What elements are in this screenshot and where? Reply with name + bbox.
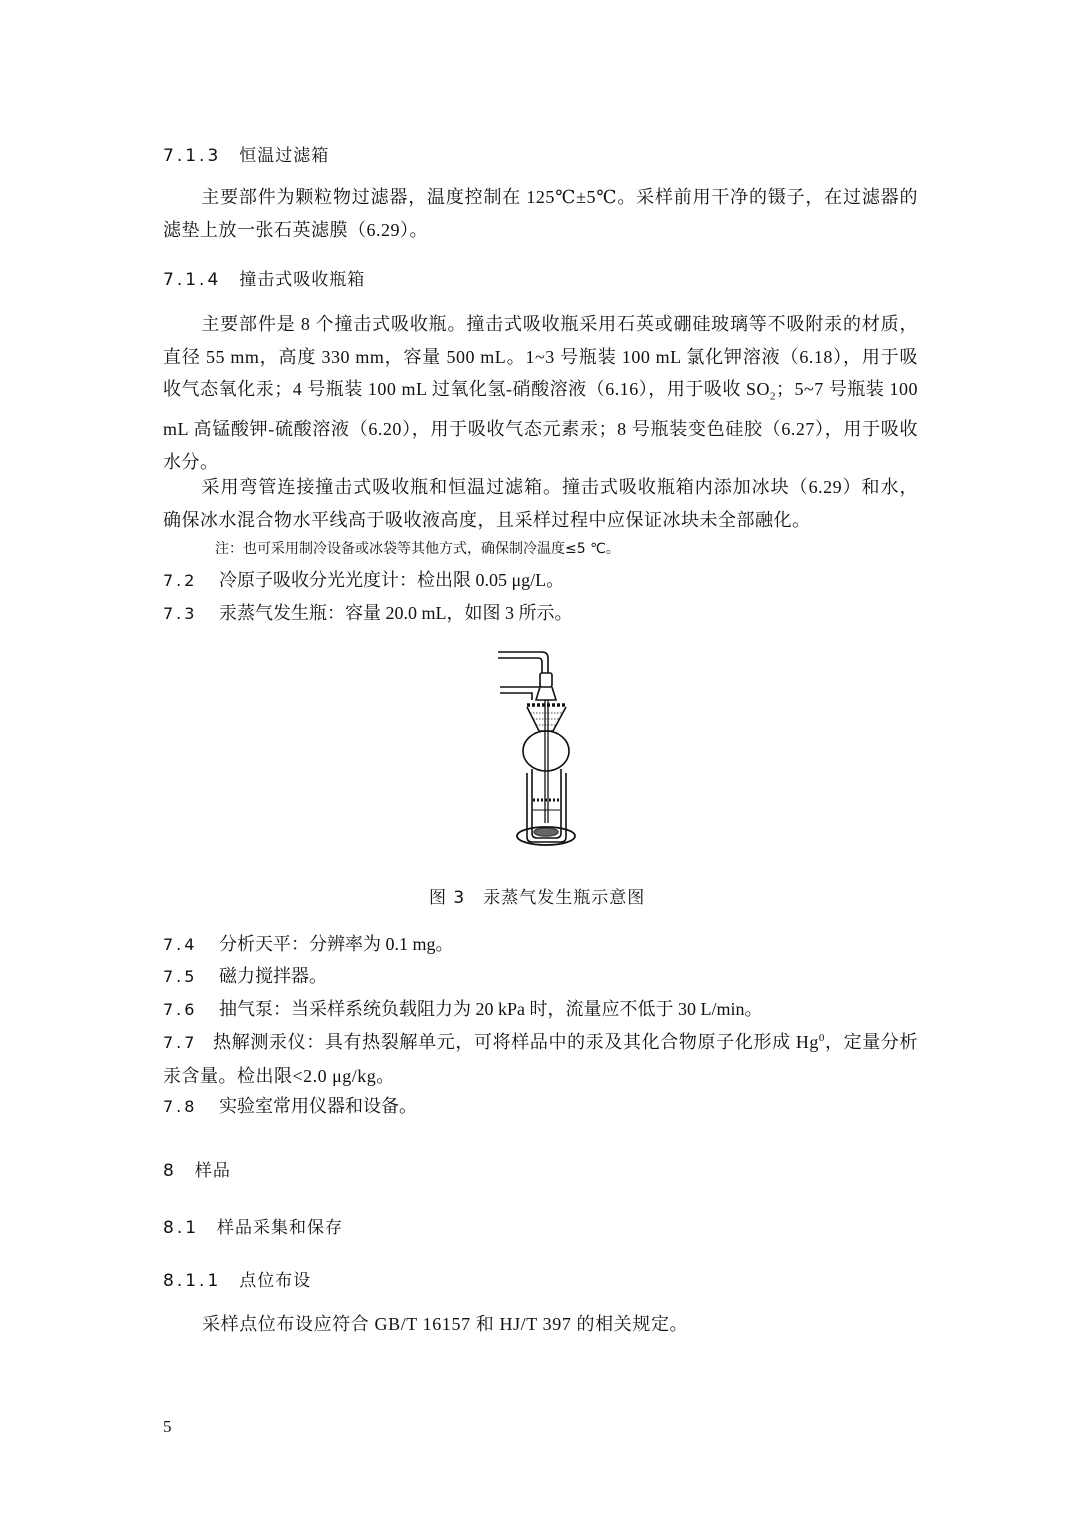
page-number: 5: [163, 1417, 172, 1436]
section-number: 7.1.4: [163, 270, 222, 290]
outlet-tube-inner: [498, 658, 542, 673]
section-heading-7-1-4: [163, 265, 365, 290]
section-title: 撞击式吸收瓶箱: [239, 270, 366, 290]
stopper: [540, 673, 552, 687]
section-number: 7.1.3: [163, 146, 222, 166]
bulb: [523, 731, 569, 771]
section-heading-8: 8 样品: [163, 1161, 231, 1181]
item-7-4: 7.4 分析天平：分辨率为 0.1 mg。: [163, 934, 454, 954]
section-heading-8-1: 8.1 样品采集和保存: [163, 1218, 344, 1238]
item-7-5: 7.5 磁力搅拌器。: [163, 966, 327, 986]
item-7-6: 7.6 抽气泵：当采样系统负载阻力为 20 kPa 时，流量应不低于 30 L/min。: [163, 999, 763, 1019]
mercury-vapor-generator-figure: [490, 645, 590, 850]
stir-bar: [534, 828, 558, 836]
paragraph-7-1-4-a: 主要部件是 8 个撞击式吸收瓶。撞击式吸收瓶采用石英或硼硅玻璃等不吸附汞的材质，直径 55 mm，高度 330 mm，容量 500 mL。1~3 号瓶装 100 mL 氯化钾溶液（6.18），用于吸收气态氧化汞；4 号瓶装 100 mL 过氧化氢-硝酸溶液（6.16），用于吸收 $SO_2$；5~7 号瓶装 100 mL 高锰酸钾-硫酸溶液（6.20），用于吸收气态元素汞；8 号瓶装变色硅胶（6.27），用于吸收水分。: [163, 314, 918, 472]
stopper-neck: [536, 687, 556, 700]
section-heading-7-1-3: [163, 141, 329, 166]
item-7-8: 7.8 实验室常用仪器和设备。: [163, 1096, 417, 1116]
paragraph-7-1-3: 主要部件为颗粒物过滤器，温度控制在 125℃±5℃。采样前用干净的镊子，在过滤器的滤垫上放一张石英滤膜（6.29）。: [163, 187, 918, 240]
paragraph-8-1-1: 采样点位布设应符合 GB/T 16157 和 HJ/T 397 的相关规定。: [202, 1314, 689, 1334]
outlet-tube-outer: [498, 652, 548, 673]
section-heading-8-1-1: 8.1.1 点位布设: [163, 1271, 312, 1291]
item-7-7: 7.7 热解测汞仪：具有热裂解单元，可将样品中的汞及其化合物原子化形成 Hg$^0$，定量分析汞含量。检出限<2.0 μg/kg。: [163, 1032, 919, 1086]
section-title: 恒温过滤箱: [239, 146, 330, 166]
figure-caption: 图 3 汞蒸气发生瓶示意图: [429, 888, 646, 908]
side-tube-lower: [500, 693, 532, 700]
item-7-3: 7.3 汞蒸气发生瓶：容量 20.0 mL，如图 3 所示。: [163, 603, 573, 623]
note: 注：也可采用制冷设备或冰袋等其他方式，确保制冷温度≤5 ℃。: [215, 541, 620, 557]
paragraph-7-1-4-b: 采用弯管连接撞击式吸收瓶和恒温过滤箱。撞击式吸收瓶箱内添加冰块（6.29）和水，确保冰水混合物水平线高于吸收液高度，且采样过程中应保证冰块未全部融化。: [163, 477, 918, 530]
item-7-2: 7.2 冷原子吸收分光光度计：检出限 0.05 μg/L。: [163, 570, 565, 590]
